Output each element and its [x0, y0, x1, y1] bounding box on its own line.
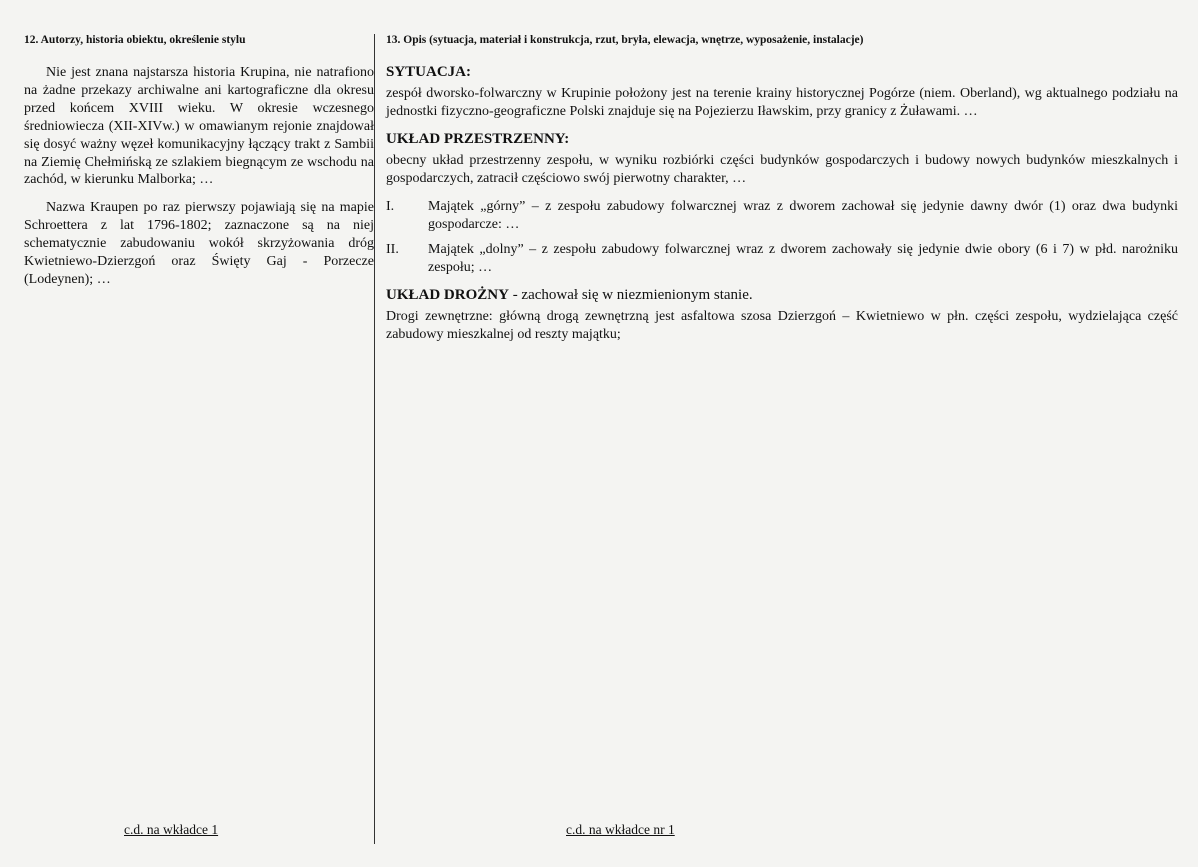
section-title-roads [386, 287, 1178, 304]
list-text-1: Majątek „górny” – z zespołu zabudowy folwarcznej wraz z dworem zachował się jedynie dawny dwór (1) oraz dwa budynki gospodarcze: … [428, 198, 1178, 232]
history-paragraph-2: Nazwa Kraupen po raz pierwszy pojawiają się na mapie Schroettera z lat 1796-1802; zaznaczone są na niej schematycznie zabudowaniu wokół skrzyżowania dróg Kwietniewo-Dzierzgoń oraz Święty Gaj - Porzecze (Lodeynen); … [24, 200, 374, 287]
right-column [386, 34, 1178, 844]
right-footer-link: c.d. na wkładce nr 1 [566, 822, 675, 837]
left-column [24, 34, 375, 844]
section-text-layout: obecny układ przestrzenny zespołu, w wyniku rozbiórki części budynków gospodarczych i budowy nowych budynków mieszkalnych i gospodarczych, zatracił częściowo swój pierwotny charakter, … [386, 152, 1178, 186]
history-text [24, 64, 374, 289]
right-heading: 13. Opis (sytuacja, materiał i konstrukcja, rzut, bryła, elewacja, wnętrze, wyposażenie, instalacje) [386, 34, 864, 46]
history-paragraph-1: Nie jest znana najstarsza historia Krupina, nie natrafiono na żadne przekazy archiwalne ani kartograficzne dla okresu przed końcem XVIII wieku. W okresie wczesnego średniowiecza (XII-XIVw.) w omawianym rejonie znajdował się dosyć ważny węzeł komunikacyjny łączący trakt z Sambii na Ziemię Chełmińską ze szlakiem biegnącym ze wschodu na zachód, w kierunku Malborka; … [24, 65, 374, 188]
section-text-situation: zespół dworsko-folwarczny w Krupinie położony jest na terenie krainy historycznej Pogórze (niem. Oberland), wg aktualnego podziału na jednostki fizyczno-geograficzne Polski znajduje się na Pojezierzu Iławskim, przy granicy z Żuławami. … [386, 86, 1178, 119]
left-heading: 12. Autorzy, historia obiektu, określenie stylu [24, 34, 246, 46]
section-title-layout: UKŁAD PRZESTRZENNY: [386, 130, 570, 147]
left-footer-link: c.d. na wkładce 1 [124, 822, 219, 837]
list-item-2 [386, 241, 1178, 277]
list-number-2: II. [386, 242, 399, 258]
list-text-2: Majątek „dolny” – z zespołu zabudowy folwarcznej wraz z dworem zachowały się jedynie dwie obory (6 i 7) w płd. narożniku zespołu; … [428, 242, 1178, 276]
road-title-suffix: - zachował się w niezmienionym stanie. [508, 287, 753, 304]
list-number-1: I. [386, 198, 395, 214]
road-text: Drogi zewnętrzne: główną drogą zewnętrzną jest asfaltowa szosa Dzierzgoń – Kwietniewo w płn. części zespołu, wydzielająca część zabudowy mieszkalnej od reszty majątku; [386, 309, 1178, 343]
list-item-1 [386, 198, 1178, 234]
section-title-situation: SYTUACJA: [386, 64, 472, 80]
road-title: UKŁAD DROŻNY [386, 287, 509, 304]
